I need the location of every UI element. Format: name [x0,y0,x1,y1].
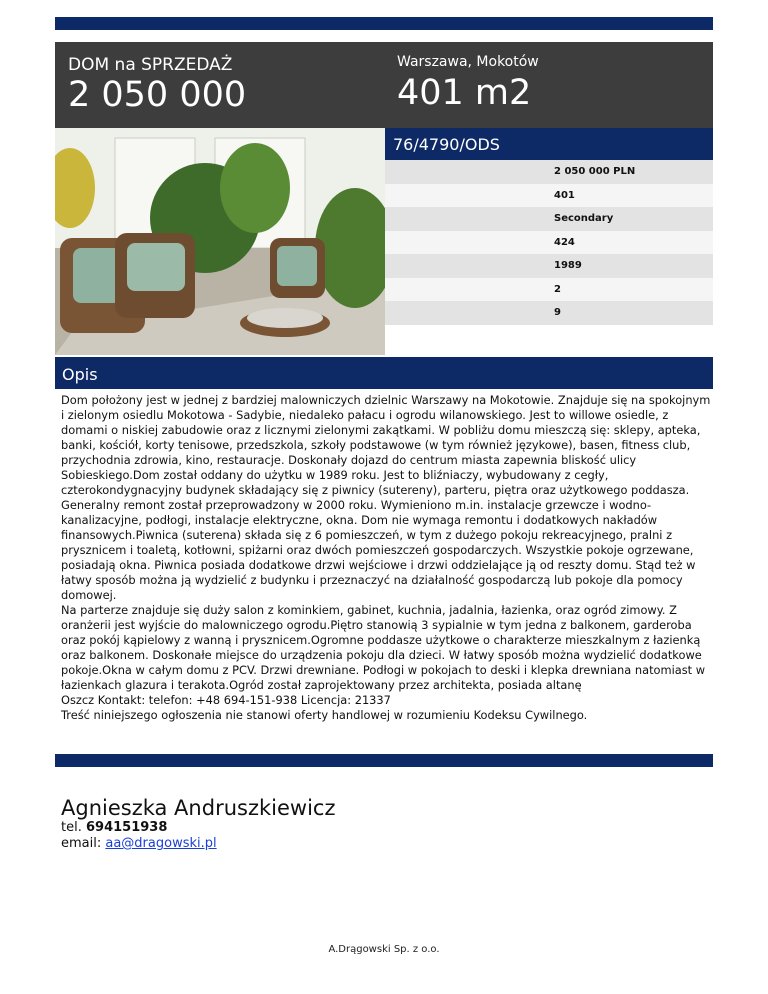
description-title: Opis [62,365,98,384]
agent-email [61,836,217,851]
spec-value: 2 [554,283,561,295]
spec-row [385,231,713,255]
spec-value: 424 [554,236,575,248]
phone-label: tel. [61,820,82,835]
agent-phone [61,820,167,835]
top-accent-bar [55,17,713,30]
agent-name: Agnieszka Andruszkiewicz [61,796,336,820]
description-paragraph: Dom położony jest w jednej z bardziej malowniczych dzielnic Warszawy na Mokotowie. Znajduje się na spokojnym i zielonym osiedlu Mokotowa - Sadybie, niedaleko pałacu i ogrodu wilanowskiego. Jest to willowe osiedle, z domami o niskiej zabudowie oraz z licznymi zielonymi zakątkami. W pobliżu domu mieszczą się: sklepy, apteka, banki, kościół, korty tenisowe, przedszkola, szkoły podstawowe (w tym również językowe), basen, fitness club, przychodnia zdrowia, kino, restauracje. Doskonały dojazd do centrum miasta zapewnia bliskość ulicy Sobieskiego.Dom został oddany do użytku w 1989 roku. Jest to bliźniaczy, wybudowany z cegły, czterokondygnacyjny budynek składający się z piwnicy (sutereny), parteru, piętra oraz użytkowego poddasza. Generalny remont został przeprowadzony w 2000 roku. Wymieniono m.in. instalacje grzewcze i wodno-kanalizacyjne, podłogi, instalacje elektryczne, okna. Dom nie wymaga remontu i dodatkowych nakładów finansowych.Piwnica (suterena) składa się z 6 pomieszczeń, w tym z dużego pokoju rekreacyjnego, pralni z prysznicem i toaletą, kotłowni, spiżarni oraz dwóch pomieszczeń gospodarczych. Wszystkie pokoje ogrzewane, posiadają okna. Piwnica posiada dodatkowe drzwi wejściowe i drzwi oddzielające ją od reszty domu. Stąd też w łatwy sposób można ją wydzielić z budynku i przeznaczyć na działalność gospodarczą lub pokoje dla pomocy domowej. [61,393,711,602]
spec-value: 1989 [554,260,582,271]
email-link[interactable]: aa@dragowski.pl [105,836,217,851]
description-paragraph: Na parterze znajduje się duży salon z kominkiem, gabinet, kuchnia, jadalnia, łazienka, oraz ogród zimowy. Z oranżerii jest wyjście do malowniczego ogrodu.Piętro stanowią 3 sypialnie w tym jedna z balkonem, garderoba oraz pokój kąpielowy z wanną i prysznicem.Ogromne poddasze użytkowe o charakterze mieszkalnym z łazienką oraz balkonem. Doskonałe miejsce do urządzenia pokoju dla dzieci. W łatwy sposób można wydzielić dodatkowe pokoje.Okna w całym domu z PCV. Drzwi drewniane. Podłogi w pokojach to deski i klepka drewniana natomiast w łazienkach glazura i terakota.Ogród został zaprojektowany przez architekta, posiada altanę [61,603,706,692]
phone-number: 694151938 [85,820,168,835]
email-label: email: [61,836,102,851]
contact-line: Oszcz Kontakt: telefon: +48 694-151-938 Licencja: 21337 [61,693,391,707]
spec-row [385,301,713,325]
spec-row [385,207,713,231]
listing-reference [385,128,713,160]
location: Warszawa, Mokotów [397,54,539,70]
spec-row [385,160,713,184]
spec-value: Secondary [554,213,614,224]
spec-row [385,184,713,208]
spec-value: 9 [554,307,561,318]
reference-number: 76/4790/ODS [393,135,500,154]
bottom-accent-bar [55,754,713,767]
price: 2 050 000 [68,75,247,115]
listing-header [55,42,713,128]
spec-row [385,278,713,302]
company-footer: A.Drągowski Sp. z o.o. [328,944,440,955]
area: 401 m2 [397,73,532,113]
property-photo [55,128,385,355]
description-header [55,357,713,389]
spec-row [385,254,713,278]
disclaimer: Treść niniejszego ogłoszenia nie stanowi oferty handlowej w rozumieniu Kodeksu Cywilnego. [61,708,588,722]
spec-value: 401 [554,189,575,201]
spec-value: 2 050 000 PLN [554,166,636,177]
description-body [61,393,711,723]
conservatory-photo-image [55,128,385,355]
property-type: DOM na SPRZEDAŻ [68,55,233,75]
